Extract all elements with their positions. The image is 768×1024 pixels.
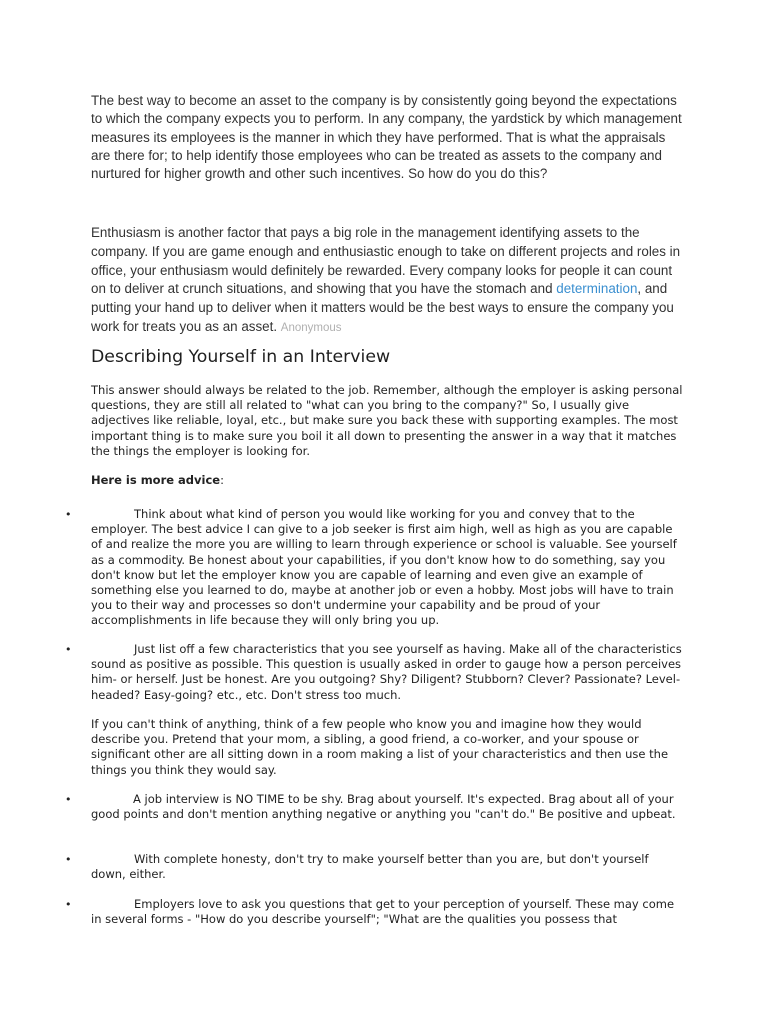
bullet-icon: •	[65, 853, 72, 866]
bullet-icon: •	[65, 643, 72, 656]
list-item-text: Employers love to ask you questions that get to your perception of yourself. These may come in several forms - "How do you describe yourself"; "What are the qualities you possess that	[91, 897, 675, 927]
intro-paragraph: The best way to become an asset to the company is by consistently going beyond the expectations to which the company expects you to perform. In any company, the yardstick by which management measures its employees is the manner in which they have performed. That is what the appraisals are there for; to help identify those employees who can be treated as assets to the company and nurtured for higher growth and other such incentives. So how do you do this?	[91, 93, 682, 182]
advice-heading-text: Here is more advice	[91, 473, 221, 487]
list-item	[91, 642, 683, 703]
list-item-text: Think about what kind of person you would like working for you and convey that to the employer. The best advice I can give to a job seeker is first aim high, well as high as you are capable of and realize the more you are willing to learn through experience or school is valuable. See yourself as a commodity. Be honest about your capabilities, if you don't know how to do something, say you don't know but let the employer know you are capable of learning and even give an example of something else you learned to do, maybe at another job or even a hobby. Most jobs will have to train you to their way and processes so don't undermine your capability and be proud of your accomplishments in life because they will only bring you up.	[91, 507, 677, 628]
list-item	[91, 897, 683, 927]
section-intro-paragraph: This answer should always be related to the job. Remember, although the employer is asking personal questions, they are still all related to "what can you bring to the company?" So, I usually give adjectives like reliable, loyal, etc., but make sure you back these with supporting examples. The most important thing is to make sure you boil it all down to presenting the answer in a way that it matches the things the employer is looking for.	[91, 383, 683, 458]
list-item	[91, 507, 683, 629]
advice-heading-colon: :	[220, 473, 224, 487]
bullet-icon: •	[65, 898, 72, 911]
section-heading: Describing Yourself in an Interview	[91, 347, 391, 367]
bullet-icon: •	[65, 508, 72, 521]
enthusiasm-text-end: , and putting your hand up to deliver when it matters would be the best ways to ensure the company you work for treats you as an asset.	[91, 281, 674, 334]
list-item-text: A job interview is NO TIME to be shy. Brag about yourself. It's expected. Brag about all of your good points and don't mention anything negative or anything you "can't do." Be positive and upbeat.	[91, 792, 676, 822]
determination-link[interactable]: determination	[556, 281, 638, 297]
bullet-icon: •	[65, 793, 72, 806]
list-item-text: Just list off a few characteristics that you see yourself as having. Make all of the characteristics sound as positive as possible. This question is usually asked in order to gauge how a person perceives him- or herself. Just be honest. Are you outgoing? Shy? Diligent? Stubborn? Clever? Passionate? Level-headed? Easy-going? etc., etc. Don't stress too much.	[91, 642, 682, 702]
enthusiasm-text: Enthusiasm is another factor that pays a big role in the management identifying assets to the company. If you are game enough and enthusiastic enough to take on different projects and roles in office, your enthusiasm would definitely be rewarded. Every company looks for people it can count on to deliver at crunch situations, and showing that you have the stomach and	[91, 225, 681, 297]
list-item-text: With complete honesty, don't try to make yourself better than you are, but don't yourself down, either.	[91, 852, 649, 882]
author-attribution: Anonymous	[280, 321, 342, 334]
list-item	[91, 792, 683, 822]
advice-heading	[91, 473, 224, 487]
continuation-paragraph: If you can't think of anything, think of a few people who know you and imagine how they would describe you. Pretend that your mom, a sibling, a good friend, a co-worker, and your spouse or significant other are all sitting down in a room making a list of your characteristics and then use the things you think they would say.	[91, 717, 669, 777]
enthusiasm-paragraph	[91, 224, 685, 338]
list-item	[91, 852, 683, 882]
